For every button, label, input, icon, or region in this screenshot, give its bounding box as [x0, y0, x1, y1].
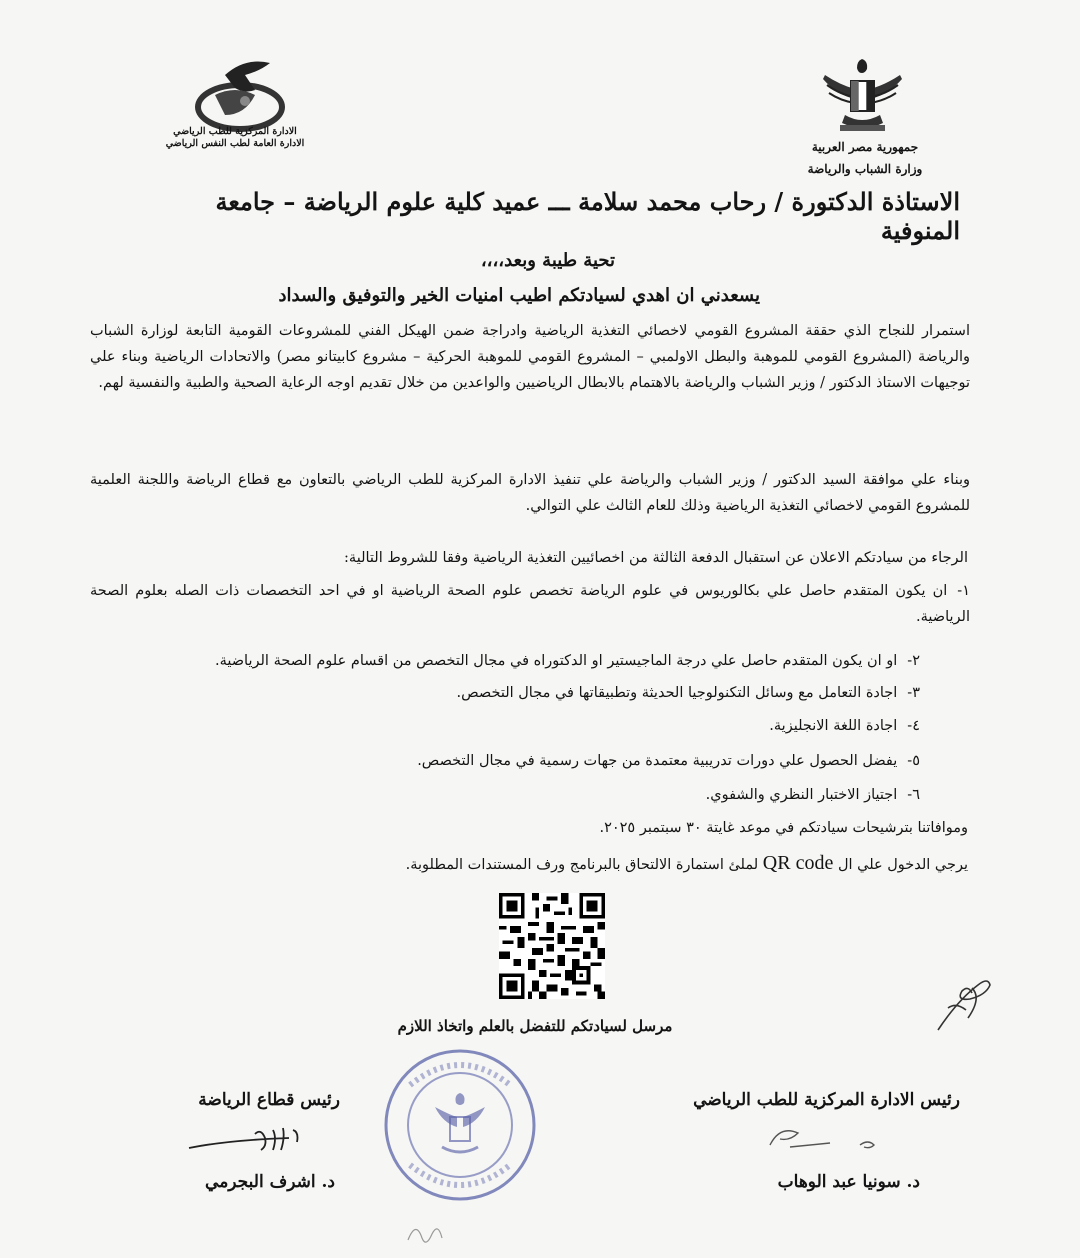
signatory-name-sports: د. اشرف البجرمي [205, 1172, 335, 1192]
egypt-eagle-emblem [815, 55, 910, 135]
sports-sector-head-signature [185, 1120, 325, 1160]
logo-caption-line-1: الادارة المركزية للطب الرياضي [173, 126, 297, 137]
initials-signature [928, 968, 998, 1038]
signatory-name-medicine: د. سونيا عبد الوهاب [777, 1172, 920, 1192]
condition-number: ٤- [907, 718, 920, 734]
condition-number: ٢- [907, 653, 920, 669]
logo-caption-line-2: الادارة العامة لطب النفس الرياضي [165, 138, 305, 149]
condition-text: اجادة التعامل مع وسائل التكنولوجيا الحديثة وتطبيقاتها في مجال التخصص. [456, 685, 898, 701]
qr-instruction-prefix: يرجي الدخول علي ال [837, 857, 968, 873]
condition-number: ٦- [907, 787, 920, 803]
condition-number: ١- [957, 583, 970, 599]
logo-caption [160, 126, 310, 150]
qr-code-image[interactable] [494, 893, 610, 999]
qr-instruction-suffix: لملئ استمارة الالتحاق بالبرنامج ورف المستندات المطلوبة. [405, 857, 759, 873]
condition-text: او ان يكون المتقدم حاصل علي درجة الماجيستير او الدكتوراه في مجال التخصص من اقسام علوم الصحة الرياضية. [214, 653, 898, 669]
ministry-name: وزارة الشباب والرياضة [807, 162, 923, 176]
official-stamp [380, 1045, 540, 1205]
letter-addressee: الاستاذة الدكتورة / رحاب محمد سلامة ـــ عميد كلية علوم الرياضة – جامعة المنوفية [215, 187, 960, 245]
letter-wishes: يسعدني ان اهدي لسيادتكم اطيب امنيات الخير والتوفيق والسداد [278, 285, 760, 306]
condition-text: اجتياز الاختبار النظري والشفوي. [705, 787, 898, 803]
condition-number: ٣- [907, 685, 920, 701]
government-header [800, 136, 930, 180]
signatory-title-sports: رئيس قطاع الرياضة [198, 1090, 340, 1110]
bottom-mark [400, 1210, 460, 1250]
body-paragraph-1: استمرار للنجاح الذي حققة المشروع القومي لاخصائي التغذية الرياضية وادراجة ضمن الهيكل الفني للمشروعات القومية التابعة لوزارة الشباب والرياضة (المشروع القومي للموهبة والبطل الاولمبي – المشروع القومي للموهبة الحركية – مشروع كابيتانو مصر) والاتحادات الرياضية وبناء علي توجيهات الاستاذ الدكتور / وزير الشباب والرياضة بالاهتمام بالابطال الرياضيين والواعدين من خلال تقديم اوجه الرعاية الصحية والطبية والنفسية لهم. [90, 323, 970, 391]
request-line: الرجاء من سيادتكم الاعلان عن استقبال الدفعة الثالثة من اخصائيين التغذية الرياضية وفقا للشروط التالية: [344, 550, 968, 566]
condition-item [180, 782, 920, 808]
deadline-line: وموافاتنا بترشيحات سيادتكم في موعد غايتة ٣٠ سبتمبر ٢٠٢٥. [599, 820, 968, 836]
qr-instruction [90, 850, 968, 878]
condition-item [180, 748, 920, 774]
condition-item [90, 578, 970, 630]
body-paragraph-2: وبناء علي موافقة السيد الدكتور / وزير الشباب والرياضة علي تنفيذ الادارة المركزية للطب الرياضي بالتعاون مع قطاع الرياضة واللجنة العلمية للمشروع القومي لاخصائي التغذية الرياضية وذلك للعام الثالث علي التوالي. [90, 472, 970, 514]
condition-item [180, 680, 920, 706]
country-name: جمهورية مصر العربية [811, 140, 919, 154]
qr-code-label: QR code [762, 852, 834, 874]
condition-text: اجادة اللغة الانجليزية. [769, 718, 898, 734]
letter-greeting: تحية طيبة وبعد،،،، [480, 250, 615, 271]
condition-text: يفضل الحصول علي دورات تدريبية معتمدة من جهات رسمية في مجال التخصص. [417, 753, 898, 769]
medicine-head-signature [760, 1115, 900, 1160]
condition-item [180, 713, 920, 739]
signatory-title-medicine: رئيس الادارة المركزية للطب الرياضي [693, 1090, 960, 1110]
condition-number: ٥- [907, 753, 920, 769]
sports-medicine-logo [185, 55, 305, 135]
condition-item [180, 648, 920, 674]
sent-note: مرسل لسيادتكم للتفضل بالعلم واتخاذ اللازم [397, 1017, 673, 1035]
condition-text: ان يكون المتقدم حاصل علي بكالوريوس في علوم الرياضة تخصص علوم الصحة الرياضية او في احد التخصصات ذات الصله بعلوم الصحة الرياضية. [90, 583, 970, 625]
